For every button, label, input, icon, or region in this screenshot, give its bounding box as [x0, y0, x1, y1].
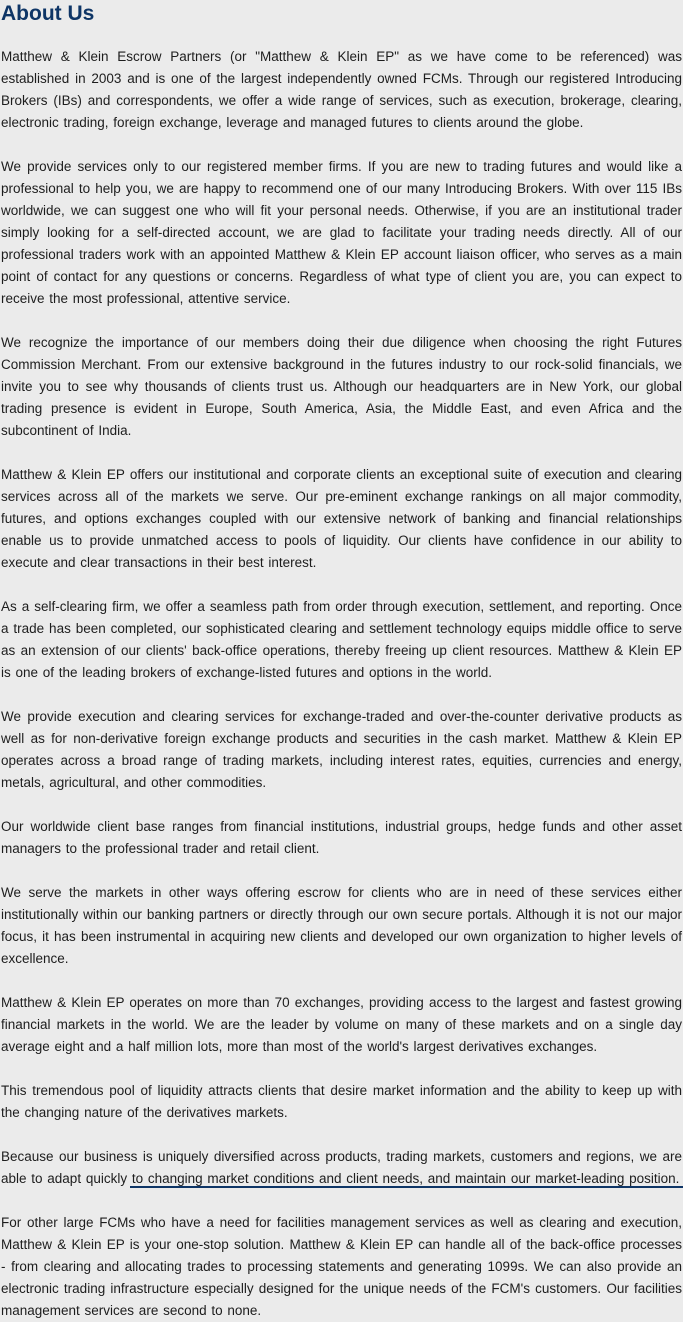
page-title: About Us — [1, 2, 95, 25]
about-paragraph: This tremendous pool of liquidity attracts clients that desire market information and the ability to keep up with the changing nature of the derivatives markets. — [1, 1083, 682, 1120]
about-paragraph: We serve the markets in other ways offering escrow for clients who are in need of these services either institutionally within our banking partners or directly through our own secure portals. Although it is not our major focus, it has been instrumental in acquiring new clients and developed our own organization to higher levels of excellence. — [1, 885, 682, 966]
about-paragraph: Matthew & Klein Escrow Partners (or "Matthew & Klein EP" as we have come to be referenced) was established in 2003 and is one of the largest independently owned FCMs. Through our registered Introducing Brokers (IBs) and correspondents, we offer a wide range of services, such as execution, brokerage, clearing, electronic trading, foreign exchange, leverage and managed futures to clients around the globe. — [1, 49, 682, 130]
about-paragraph: Our worldwide client base ranges from financial institutions, industrial groups, hedge funds and other asset managers to the professional trader and retail client. — [1, 819, 682, 856]
about-paragraphs — [1, 46, 682, 1322]
about-paragraph: We provide execution and clearing services for exchange-traded and over-the-counter derivative products as well as for non-derivative foreign exchange products and securities in the cash market. Matthew & Klein EP operates across a broad range of trading markets, including interest rates, equities, currencies and energy, metals, agricultural, and other commodities. — [1, 709, 682, 790]
about-paragraph: Because our business is uniquely diversified across products, trading markets, customers and regions, we are able to adapt quickly to changing market conditions and client needs, and maintain our market-leading position. — [1, 1149, 682, 1186]
about-paragraph: Matthew & Klein EP operates on more than 70 exchanges, providing access to the largest and fastest growing financial markets in the world. We are the leader by volume on many of these markets and on a single day average eight and a half million lots, more than most of the world's largest derivatives exchanges. — [1, 995, 682, 1054]
about-paragraph: We provide services only to our registered member firms. If you are new to trading futures and would like a professional to help you, we are happy to recommend one of our many Introducing Brokers. With over 115 IBs worldwide, we can suggest one who will fit your personal needs. Otherwise, if you are an institutional trader simply looking for a self-directed account, we are glad to facilitate your trading needs directly. All of our professional traders work with an appointed Matthew & Klein EP account liaison officer, who serves as a main point of contact for any questions or concerns. Regardless of what type of client you are, you can expect to receive the most professional, attentive service. — [1, 159, 682, 306]
about-paragraph: Matthew & Klein EP offers our institutional and corporate clients an exceptional suite of execution and clearing services across all of the markets we serve. Our pre-eminent exchange rankings on all major commodity, futures, and options exchanges coupled with our extensive network of banking and financial relationships enable us to provide unmatched access to pools of liquidity. Our clients have confidence in our ability to execute and clear transactions in their best interest. — [1, 467, 682, 570]
about-paragraph: For other large FCMs who have a need for facilities management services as well as clearing and execution, Matthew & Klein EP is your one-stop solution. Matthew & Klein EP can handle all of the back-office processes - from clearing and allocating trades to processing statements and generating 1099s. We can also provide an electronic trading infrastructure especially designed for the unique needs of the FCM's customers. Our facilities management services are second to none. — [1, 1215, 682, 1318]
about-paragraph: As a self-clearing firm, we offer a seamless path from order through execution, settlement, and reporting. Once a trade has been completed, our sophisticated clearing and settlement technology equips middle office to serve as an extension of our clients' back-office operations, thereby freeing up client resources. Matthew & Klein EP is one of the leading brokers of exchange-listed futures and options in the world. — [1, 599, 682, 680]
about-paragraph: We recognize the importance of our members doing their due diligence when choosing the right Futures Commission Merchant. From our extensive background in the futures industry to our rock-solid financials, we invite you to see why thousands of clients trust us. Although our headquarters are in New York, our global trading presence is evident in Europe, South America, Asia, the Middle East, and even Africa and the subcontinent of India. — [1, 335, 682, 438]
